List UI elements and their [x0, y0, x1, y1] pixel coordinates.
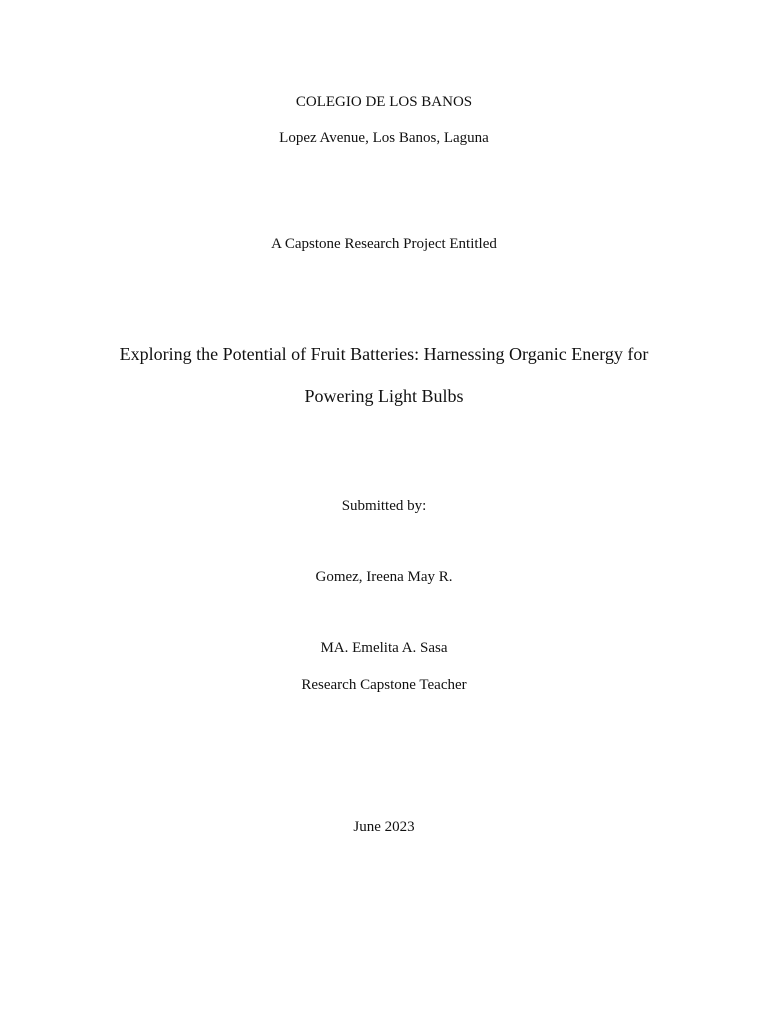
title-line-1: Exploring the Potential of Fruit Batteries: Harnessing Organic Energy for — [119, 344, 649, 364]
teacher-role: Research Capstone Teacher — [301, 677, 467, 693]
author-name: Gomez, Ireena May R. — [315, 569, 453, 585]
intro-text: A Capstone Research Project Entitled — [271, 236, 497, 252]
institution-name: COLEGIO DE LOS BANOS — [295, 94, 473, 110]
submission-date: June 2023 — [353, 819, 415, 835]
teacher-name: MA. Emelita A. Sasa — [320, 640, 448, 656]
institution-address: Lopez Avenue, Los Banos, Laguna — [279, 130, 489, 146]
submitted-by-label: Submitted by: — [341, 498, 427, 514]
title-line-2: Powering Light Bulbs — [304, 386, 464, 406]
